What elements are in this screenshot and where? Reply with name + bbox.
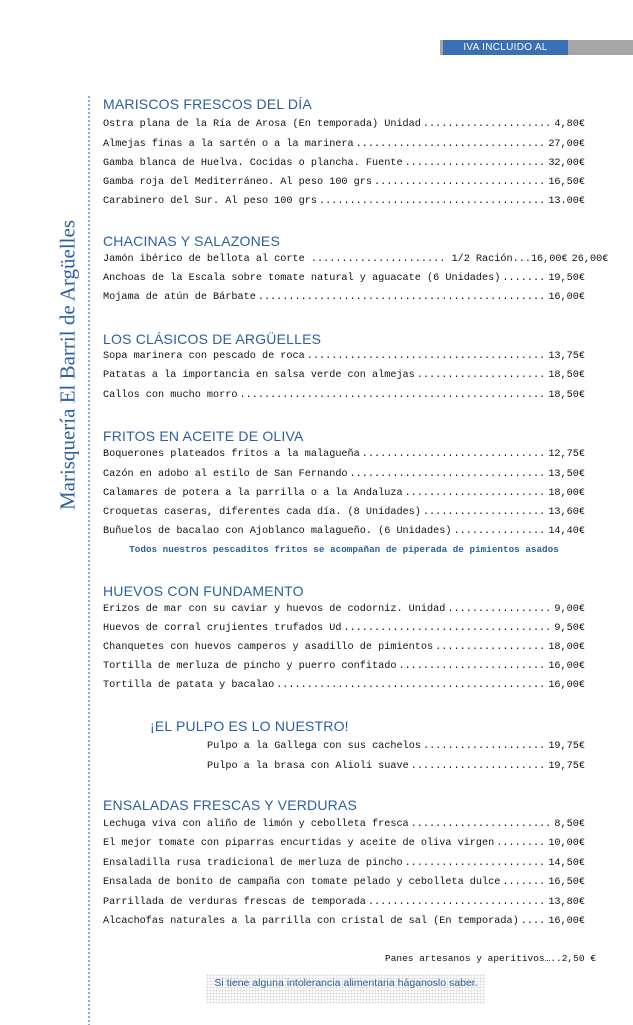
side-dotted-rule xyxy=(87,95,91,1025)
section-title: FRITOS EN ACEITE DE OLIVA xyxy=(103,428,304,444)
dot-leader xyxy=(405,856,547,872)
menu-item-price: 16,00€ xyxy=(548,916,585,927)
dot-leader xyxy=(423,505,546,521)
menu-item-name: Erizos de mar con su caviar y huevos de codorniz. Unidad xyxy=(103,604,446,615)
dot-leader xyxy=(405,486,547,502)
menu-item-price: 18,50€ xyxy=(548,390,585,401)
menu-item-name: Gamba blanca de Huelva. Cocidas o plancha. Fuente xyxy=(103,158,403,169)
menu-item-price: 13.00€ xyxy=(548,196,585,207)
menu-item-name: Boquerones plateados fritos a la malagueña xyxy=(103,449,360,460)
menu-item-name: Lechuga viva con aliño de limón y cebolleta fresca xyxy=(103,819,409,830)
menu-item-name: Pulpo a la Gallega con sus cachelos xyxy=(207,741,421,752)
dot-leader xyxy=(405,156,547,172)
menu-item-name: Ostra plana de la Ría de Arosa (En temporada) Unidad xyxy=(103,119,421,130)
menu-item-name: Calamares de potera a la parrilla o a la Andaluza xyxy=(103,488,403,499)
menu-item-name: Anchoas de la Escala sobre tomate natural y aguacate (6 Unidades) xyxy=(103,273,501,284)
dot-leader xyxy=(435,640,546,656)
menu-item-price: 19,50€ xyxy=(548,273,585,284)
menu-item-price: 14,50€ xyxy=(548,858,585,869)
menu-item xyxy=(103,895,585,911)
menu-item-name: Gamba roja del Mediterráneo. Al peso 100 grs xyxy=(103,177,372,188)
menu-item-price: 32,00€ xyxy=(548,158,585,169)
dot-leader xyxy=(521,914,547,930)
menu-item-price: 18,00€ xyxy=(548,488,585,499)
dot-leader xyxy=(502,875,546,891)
menu-item-name: Parrillada de verduras frescas de temporada xyxy=(103,897,366,908)
menu-item xyxy=(103,175,585,191)
menu-item xyxy=(103,621,585,637)
menu-item xyxy=(207,739,585,755)
menu-item xyxy=(103,836,585,852)
dot-leader xyxy=(276,678,546,694)
menu-item-price: 13,75€ xyxy=(548,351,585,362)
menu-item xyxy=(103,467,585,483)
dot-leader xyxy=(496,836,546,852)
menu-item-price: 8,50€ xyxy=(554,819,585,830)
menu-item xyxy=(103,875,585,891)
menu-item-price: 18,50€ xyxy=(548,370,585,381)
menu-item xyxy=(103,678,585,694)
menu-item-name: Carabinero del Sur. Al peso 100 grs xyxy=(103,196,317,207)
menu-item-price: 18,00€ xyxy=(548,642,585,653)
dot-leader xyxy=(447,602,552,618)
menu-item-name: Tortilla de merluza de pincho y puerro confitado xyxy=(103,661,397,672)
dot-leader xyxy=(423,117,553,133)
dot-leader xyxy=(411,759,547,775)
menu-item-name: Chanquetes con huevos camperos y asadillo de pimientos xyxy=(103,642,434,653)
menu-item xyxy=(103,640,585,656)
menu-item-price: 19,75€ xyxy=(548,741,585,752)
menu-item xyxy=(103,271,585,287)
menu-item-name: Ensalada de bonito de campaña con tomate pelado y cebolleta dulce xyxy=(103,877,501,888)
menu-item xyxy=(103,914,585,930)
menu-item xyxy=(103,524,585,540)
dot-leader xyxy=(240,388,547,404)
menu-item-name: Cazón en adobo al estilo de San Fernando xyxy=(103,469,348,480)
menu-item xyxy=(103,117,585,133)
menu-item xyxy=(103,388,585,404)
menu-item-price: 16,00€ xyxy=(548,680,585,691)
dot-leader xyxy=(258,290,546,306)
section-title: MARISCOS FRESCOS DEL DÍA xyxy=(103,96,312,112)
dot-leader xyxy=(368,895,546,911)
section-title: HUEVOS CON FUNDAMENTO xyxy=(103,583,304,599)
section-title: CHACINAS Y SALAZONES xyxy=(103,233,280,249)
menu-item xyxy=(103,290,585,306)
menu-item-name: Pulpo a la brasa con Alioli suave xyxy=(207,761,409,772)
menu-item-price: 4,80€ xyxy=(554,119,585,130)
dot-leader xyxy=(356,137,547,153)
menu-item xyxy=(103,856,585,872)
menu-item xyxy=(103,194,585,210)
menu-item xyxy=(103,447,585,463)
dot-leader xyxy=(374,175,546,191)
dot-leader xyxy=(411,817,553,833)
menu-item xyxy=(103,486,585,502)
section-title: LOS CLÁSICOS DE ARGÜELLES xyxy=(103,331,322,347)
dot-leader xyxy=(502,271,546,287)
dot-leader xyxy=(453,524,546,540)
dot-leader xyxy=(417,368,547,384)
menu-item-name: Tortilla de patata y bacalao xyxy=(103,680,275,691)
dot-leader xyxy=(343,621,552,637)
menu-item xyxy=(103,368,585,384)
section-title: ¡EL PULPO ES LO NUESTRO! xyxy=(150,718,349,734)
menu-item-price: 13,80€ xyxy=(548,897,585,908)
menu-item xyxy=(103,602,585,618)
menu-item xyxy=(207,759,585,775)
iva-label: IVA INCLUIDO AL xyxy=(443,40,568,55)
menu-item-price: 19,75€ xyxy=(548,761,585,772)
menu-item-price: 9,00€ xyxy=(554,604,585,615)
side-title-text: Marisquería El Barril de Argüelles xyxy=(55,219,80,511)
menu-item-price: 16,00€ xyxy=(548,661,585,672)
menu-item xyxy=(103,349,585,365)
menu-item-name: Patatas a la importancia en salsa verde con almejas xyxy=(103,370,415,381)
menu-item xyxy=(103,505,585,521)
menu-item-name: Jamón ibérico de bellota al corte ...................... 1/2 Ración...16,00€ xyxy=(103,254,568,265)
menu-item-price: 13,60€ xyxy=(548,507,585,518)
menu-item-price: 10,00€ xyxy=(548,838,585,849)
menu-item-price: 13,50€ xyxy=(548,469,585,480)
menu-item-name: El mejor tomate con piparras encurtidas y aceite de oliva virgen xyxy=(103,838,495,849)
menu-item-name: Buñuelos de bacalao con Ajoblanco malagueño. (6 Unidades) xyxy=(103,526,452,537)
menu-item xyxy=(103,659,585,675)
dot-leader xyxy=(319,194,546,210)
menu-item-price: 14,40€ xyxy=(548,526,585,537)
menu-item-price: 9,50€ xyxy=(554,623,585,634)
dot-leader xyxy=(350,467,547,483)
menu-item-name: Callos con mucho morro xyxy=(103,390,238,401)
bread-line: Panes artesanos y aperitivos…..2,50 € xyxy=(385,953,596,964)
menu-item xyxy=(103,156,585,172)
menu-item-name: Huevos de corral crujientes trufados Ud xyxy=(103,623,342,634)
menu-item-name: Mojama de atún de Bárbate xyxy=(103,292,256,303)
menu-item-name: Croquetas caseras, diferentes cada día. (8 Unidades) xyxy=(103,507,421,518)
menu-item xyxy=(103,252,609,268)
dot-leader xyxy=(362,447,547,463)
menu-item xyxy=(103,137,585,153)
dot-leader xyxy=(423,739,546,755)
menu-item-name: Ensaladilla rusa tradicional de merluza de pincho xyxy=(103,858,403,869)
menu-item-name: Sopa marinera con pescado de roca xyxy=(103,351,305,362)
section-note: Todos nuestros pescaditos fritos se acompañan de piperada de pimientos asados xyxy=(129,544,559,555)
menu-item xyxy=(103,817,585,833)
section-title: ENSALADAS FRESCAS Y VERDURAS xyxy=(103,797,358,813)
menu-item-name: Almejas finas a la sartén o a la marinera xyxy=(103,139,354,150)
menu-item-price: 16,50€ xyxy=(548,177,585,188)
menu-item-price: 16,00€ xyxy=(548,292,585,303)
allergy-notice: Si tiene alguna intolerancia alimentaria háganoslo saber. xyxy=(206,974,486,1004)
menu-item-price: 27,00€ xyxy=(548,139,585,150)
menu-item-name: Alcachofas naturales a la parrilla con cristal de sal (En temporada) xyxy=(103,916,519,927)
menu-item-price: 26,00€ xyxy=(571,254,609,265)
dot-leader xyxy=(307,349,547,365)
dot-leader xyxy=(398,659,546,675)
menu-item-price: 16,50€ xyxy=(548,877,585,888)
menu-item-price: 12,75€ xyxy=(548,449,585,460)
